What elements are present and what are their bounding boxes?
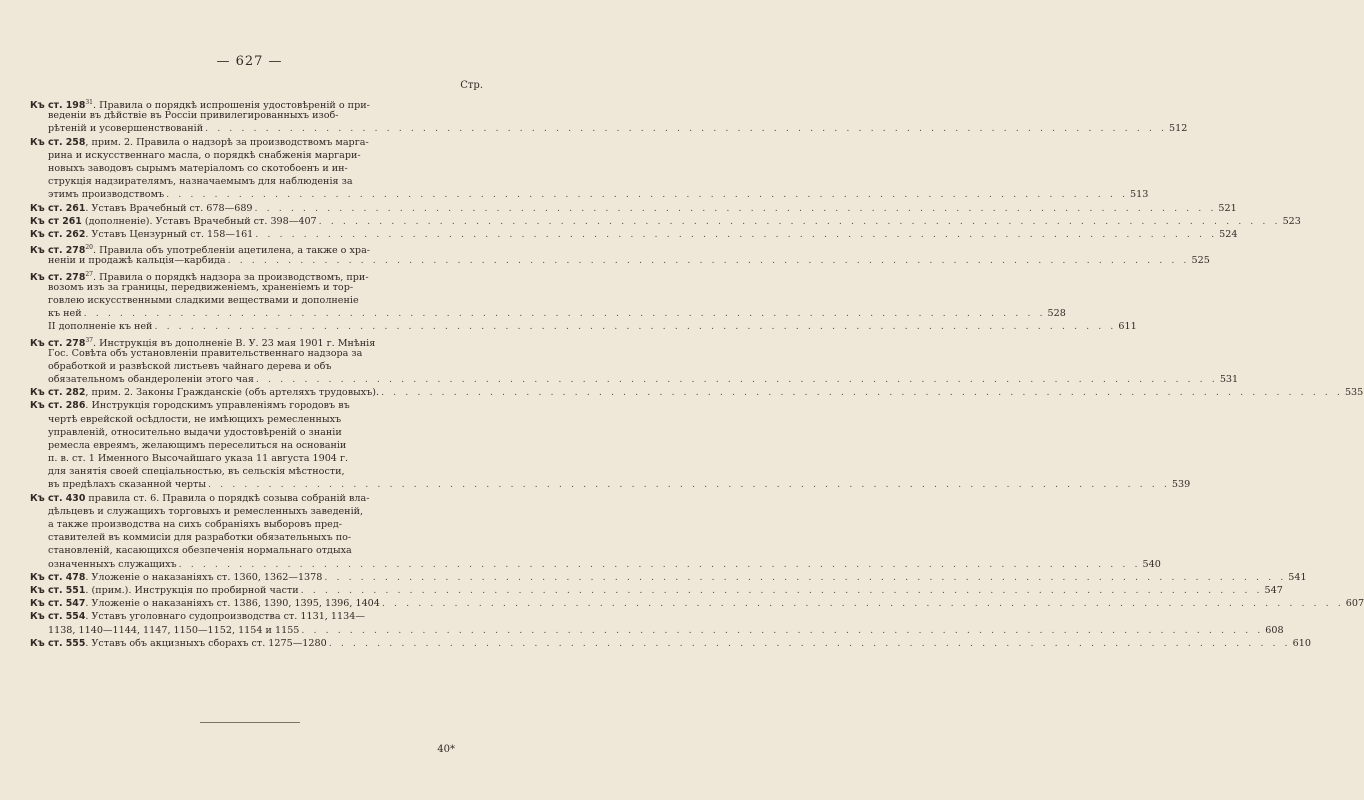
entry-line-text: . Уставъ объ акцизныхъ сборахъ ст. 1275—1280	[85, 637, 327, 649]
page-ref: 528	[1047, 308, 1066, 319]
article-reference: Къ ст. 547	[30, 598, 86, 610]
entry-line-with-page	[30, 215, 1301, 228]
entry-line-text: для занятія своей спеціальностью, въ сельскія мѣстности,	[48, 466, 345, 478]
index-entry	[30, 399, 1191, 491]
entry-line-with-page	[30, 307, 1066, 320]
entry-line-text: . Уставъ уголовнаго судопроизводства ст. 1131, 1134—	[85, 611, 365, 623]
entry-text	[48, 532, 351, 543]
entry-line-text: п. в. ст. 1 Именного Высочайшаго указа 11 августа 1904 г.	[48, 453, 349, 465]
entry-line	[30, 109, 484, 122]
article-reference: Къ ст. 258	[30, 136, 86, 148]
entry-line	[30, 136, 484, 149]
page-ref: 512	[1169, 123, 1188, 135]
article-reference: Къ ст. 278	[30, 337, 86, 349]
entry-text	[30, 611, 365, 622]
article-reference: Къ ст. 262	[30, 228, 86, 240]
entry-text	[30, 584, 299, 597]
dot-leader: . . . . . . . . . . . . . . . . . . . . . . . . . . . . . . . . . . . . . . . . . . . . . . . . . . . . . . . . . . . . . . . . . . . . . . . . . . . . . . . .	[255, 228, 1218, 240]
article-reference: Къ ст 261	[30, 215, 82, 227]
entry-line-with-page	[30, 320, 1137, 333]
entry-line	[30, 96, 484, 112]
entry-line-text: ремесла евреямъ, желающимъ переселиться на основаніи	[48, 439, 347, 451]
dot-leader: . . . . . . . . . . . . . . . . . . . . . . . . . . . . . . . . . . . . . . . . . . . . . . . . . . . . . . . . . . . . . . . . . . . . . . . . . . . . . . . .	[255, 373, 1218, 385]
dot-leader: . . . . . . . . . . . . . . . . . . . . . . . . . . . . . . . . . . . . . . . . . . . . . . . . . . . . . . . . . . . . . . . . . . . . . . . . . . . . . . . .	[227, 255, 1190, 267]
entry-line-text: , прим. 2. Правила о надзорѣ за производствомъ марга-	[85, 136, 369, 148]
index-entry	[30, 136, 1149, 202]
index-entries	[30, 96, 1364, 650]
entry-line-text: . (прим.). Инструкція по пробирной части	[85, 584, 299, 596]
dot-leader: . . . . . . . . . . . . . . . . . . . . . . . . . . . . . . . . . . . . . . . . . . . . . . . . . . . . . . . . . . . . . . . . . . . . . . . . . . . . . . . .	[205, 123, 1167, 135]
entry-text	[30, 202, 253, 215]
entry-text	[30, 571, 322, 584]
page-ref: 539	[1171, 479, 1191, 491]
entry-text	[48, 427, 342, 438]
article-reference: Къ ст. 430	[30, 492, 86, 504]
entry-line-text: означенныхъ служащихъ	[48, 558, 177, 570]
entry-line	[30, 333, 484, 349]
article-superscript: 37	[85, 336, 93, 344]
entry-line-with-page	[30, 624, 1284, 637]
article-reference: Къ ст. 278	[30, 271, 86, 283]
entry-line	[30, 360, 484, 373]
dot-leader: . . . . . . . . . . . . . . . . . . . . . . . . . . . . . . . . . . . . . . . . . . . . . . . . . . . . . . . . . . . . . . . . . . . . . . . . . . . . . . . .	[328, 637, 1291, 649]
page-ref: 607	[1345, 598, 1364, 610]
index-entry	[30, 386, 1364, 399]
page-ref: 535	[1344, 387, 1364, 399]
entry-line-text: . Инструкція въ дополненіе В. У. 23 мая 1901 г. Мнѣнія	[93, 337, 376, 349]
article-reference: Къ ст. 278	[30, 245, 86, 257]
entry-line-text: чертѣ еврейской осѣдлости, не имѣющихъ ремесленныхъ	[48, 413, 342, 425]
entry-line-text: струкція надзирателямъ, назначаемымъ для наблюденія за	[48, 176, 353, 188]
entry-line-text: говлею искусственными сладкими веществами и дополненіе	[48, 294, 359, 306]
entry-line-text: къ ней	[48, 308, 82, 319]
page-ref: 513	[1130, 189, 1149, 201]
index-entry	[30, 215, 1301, 228]
dot-leader: . . . . . . . . . . . . . . . . . . . . . . . . . . . . . . . . . . . . . . . . . . . . . . . . . . . . . . . . . . . . . . . . . . . . . . . . . . . . . . . .	[381, 387, 1343, 399]
entry-text	[30, 215, 317, 228]
entry-line	[30, 294, 484, 307]
entry-line	[30, 399, 484, 412]
entry-line	[30, 426, 484, 439]
entry-line-text: ставителей въ коммисіи для разработки обязательныхъ по-	[48, 532, 352, 544]
article-superscript: 20	[85, 244, 93, 252]
dot-leader: . . . . . . . . . . . . . . . . . . . . . . . . . . . . . . . . . . . . . . . . . . . . . . . . . . . . . . . . . . . . . . . . . . . . . . . . . . . . . . . .	[154, 321, 1117, 333]
entry-text	[30, 637, 327, 650]
page-ref: 531	[1219, 373, 1239, 385]
entry-line	[30, 162, 484, 175]
index-entry	[30, 584, 1283, 597]
entry-line-text: въ предѣлахъ сказанной черты	[48, 479, 206, 491]
entry-line	[30, 281, 484, 294]
entry-line	[30, 610, 484, 623]
entry-line-text: обработкой и развѣской листьевъ чайнаго дерева и объ	[48, 360, 332, 372]
entry-text	[48, 122, 203, 135]
index-entry	[30, 320, 1137, 333]
entry-line-text: II дополненіе къ ней	[48, 321, 153, 333]
page-ref: 521	[1218, 202, 1237, 214]
entry-text	[48, 440, 346, 451]
entry-text	[30, 400, 350, 411]
entry-text	[48, 478, 206, 491]
entry-line-with-page	[30, 637, 1311, 650]
entry-text	[30, 493, 369, 504]
page-ref: 541	[1288, 571, 1307, 583]
entry-text	[48, 545, 352, 556]
entry-line-text: управленій, относительно выдачи удостовѣреній о знаніи	[48, 426, 342, 438]
entry-text	[48, 150, 361, 161]
article-reference: Къ ст. 198	[30, 100, 86, 112]
dot-leader: . . . . . . . . . . . . . . . . . . . . . . . . . . . . . . . . . . . . . . . . . . . . . . . . . . . . . . . . . . . . . . . . . . . . . . . . . . . . . . . .	[83, 308, 1046, 319]
entry-line-with-page	[30, 188, 1149, 201]
entry-line-text: возомъ изъ за границы, передвиженіемъ, храненіемъ и тор-	[48, 281, 354, 293]
divider-rule	[200, 722, 300, 723]
entry-line-text: . Правила объ употребленіи ацетилена, а также о хра-	[93, 245, 371, 257]
entry-line	[30, 505, 484, 518]
entry-text	[48, 414, 341, 425]
entry-text	[48, 295, 359, 306]
dot-leader: . . . . . . . . . . . . . . . . . . . . . . . . . . . . . . . . . . . . . . . . . . . . . . . . . . . . . . . . . . . . . . . . . . . . . . . . . . . . . . . .	[178, 558, 1141, 570]
entry-line-text: обязательномъ обандероленіи этого чая	[48, 373, 254, 385]
entry-line	[30, 439, 484, 452]
entry-text	[48, 282, 353, 293]
entry-line	[30, 492, 484, 505]
index-entry	[30, 96, 1188, 136]
dot-leader: . . . . . . . . . . . . . . . . . . . . . . . . . . . . . . . . . . . . . . . . . . . . . . . . . . . . . . . . . . . . . . . . . . . . . . . . . . . . . . . .	[301, 624, 1264, 636]
entry-text	[30, 386, 379, 399]
page-ref: 523	[1282, 215, 1301, 227]
entry-line-text: . Уставъ Врачебный ст. 678—689	[85, 202, 253, 214]
entry-text	[48, 163, 348, 174]
article-reference: Къ ст. 551	[30, 584, 86, 596]
entry-line-text: 1138, 1140—1144, 1147, 1150—1152, 1154 и 1155	[48, 624, 300, 636]
entry-line-text: , прим. 2. Законы Гражданскіе (объ артеляхъ трудовыхъ).	[85, 387, 380, 399]
entry-line	[30, 149, 484, 162]
index-entry	[30, 267, 1066, 320]
entry-line-text: рѣтеній и усовершенствованій	[48, 123, 204, 135]
entry-line-text: новыхъ заводовъ сырымъ матеріаломъ со скотобоенъ и ин-	[48, 162, 348, 174]
article-reference: Къ ст. 555	[30, 637, 86, 649]
article-reference: Къ ст. 554	[30, 611, 86, 623]
entry-text	[30, 597, 380, 610]
index-entry	[30, 597, 1364, 610]
entry-line-with-page	[30, 386, 1364, 399]
page-column-heading: Стр.	[460, 80, 483, 91]
page-ref: 611	[1118, 321, 1137, 333]
article-reference: Къ ст. 282	[30, 387, 86, 399]
entry-text	[48, 506, 363, 517]
entry-text	[30, 137, 369, 148]
entry-line-text: . Уложеніе о наказаніяхъ ст. 1386, 1390, 1395, 1396, 1404	[85, 598, 380, 610]
entry-line	[30, 531, 484, 544]
entry-line	[30, 518, 484, 531]
entry-line-with-page	[30, 228, 1238, 241]
article-reference: Къ ст. 286	[30, 400, 86, 412]
page-ref: 610	[1292, 637, 1311, 649]
page-number: — 627 —	[216, 54, 283, 69]
page-ref: 608	[1265, 624, 1284, 636]
entry-text	[48, 624, 299, 637]
page-ref: 524	[1219, 228, 1238, 240]
dot-leader: . . . . . . . . . . . . . . . . . . . . . . . . . . . . . . . . . . . . . . . . . . . . . . . . . . . . . . . . . . . . . . . . . . . . . . . . . . . . . . . .	[324, 571, 1287, 583]
index-entry	[30, 610, 1284, 636]
entry-line-text: этимъ производствомъ	[48, 189, 165, 201]
index-entry	[30, 637, 1311, 650]
page-ref: 525	[1191, 255, 1210, 267]
dot-leader: . . . . . . . . . . . . . . . . . . . . . . . . . . . . . . . . . . . . . . . . . . . . . . . . . . . . . . . . . . . . . . . . . . . . . . . . . . . . . . . .	[318, 215, 1281, 227]
entry-text	[48, 558, 177, 571]
dot-leader: . . . . . . . . . . . . . . . . . . . . . . . . . . . . . . . . . . . . . . . . . . . . . . . . . . . . . . . . . . . . . . . . . . . . . . . . . . . . . . . .	[254, 202, 1217, 214]
entry-line-with-page	[30, 558, 1161, 571]
entry-line-text: . Уставъ Цензурный ст. 158—161	[85, 228, 254, 240]
entry-line	[30, 544, 484, 557]
entry-text	[48, 373, 254, 386]
page-ref: 547	[1264, 584, 1283, 596]
entry-line-text: становленій, касающихся обезпеченія нормальнаго отдыха	[48, 545, 352, 557]
index-entry	[30, 228, 1238, 241]
index-entry	[30, 571, 1307, 584]
entry-line-text: Гос. Совѣта объ установленіи правительственнаго надзора за	[48, 347, 363, 359]
entry-text	[48, 361, 332, 372]
entry-line-text: . Уложеніе о наказаніяхъ ст. 1360, 1362—1378	[85, 571, 323, 583]
article-superscript: 27	[85, 270, 93, 278]
entry-line	[30, 241, 484, 257]
entry-line-with-page	[30, 478, 1191, 491]
entry-text	[48, 110, 339, 121]
index-entry	[30, 333, 1239, 386]
entry-line-text: веденіи въ дѣйствіе въ Россіи привилегированныхъ изоб-	[48, 110, 339, 122]
signature-mark: 40*	[437, 744, 455, 755]
entry-line-with-page	[30, 373, 1239, 386]
entry-line	[30, 267, 484, 283]
entry-text	[48, 320, 152, 333]
entry-line-text: . Правила о порядкѣ испрошенія удостовѣреній о при-	[93, 100, 370, 112]
article-superscript: 31	[85, 99, 93, 106]
entry-line	[30, 413, 484, 426]
entry-line-text: . Инструкція городскимъ управленіямъ городовъ въ	[85, 400, 350, 412]
entry-line-with-page	[30, 254, 1210, 267]
index-entry	[30, 241, 1210, 267]
entry-text	[30, 228, 253, 241]
article-reference: Къ ст. 261	[30, 202, 86, 214]
entry-line-text: правила ст. 6. Правила о порядкѣ созыва собраній вла-	[85, 492, 370, 504]
dot-leader: . . . . . . . . . . . . . . . . . . . . . . . . . . . . . . . . . . . . . . . . . . . . . . . . . . . . . . . . . . . . . . . . . . . . . . . . . . . . . . . .	[208, 479, 1170, 491]
entry-text	[48, 188, 164, 201]
entry-text	[48, 254, 226, 267]
entry-line-text: . Правила о порядкѣ надзора за производствомъ, при-	[93, 271, 369, 283]
entry-text	[48, 519, 342, 530]
entry-line-with-page	[30, 202, 1237, 215]
entry-text	[48, 176, 353, 187]
entry-line	[30, 452, 484, 465]
entry-line-text: (дополненіе). Уставъ Врачебный ст. 398—407	[81, 215, 317, 227]
entry-text	[48, 307, 82, 320]
page-ref: 540	[1142, 558, 1161, 570]
dot-leader: . . . . . . . . . . . . . . . . . . . . . . . . . . . . . . . . . . . . . . . . . . . . . . . . . . . . . . . . . . . . . . . . . . . . . . . . . . . . . . . .	[300, 584, 1263, 596]
entry-text	[48, 453, 348, 464]
entry-line-text: а также производства на сихъ собраніяхъ выборовъ пред-	[48, 519, 343, 530]
entry-line	[30, 175, 484, 188]
article-reference: Къ ст. 478	[30, 571, 86, 583]
entry-line-with-page	[30, 571, 1307, 584]
entry-line-with-page	[30, 597, 1364, 610]
index-entry	[30, 492, 1161, 571]
index-entry	[30, 202, 1237, 215]
entry-text	[48, 348, 362, 359]
entry-line	[30, 347, 484, 360]
entry-line-with-page	[30, 122, 1188, 135]
entry-text	[48, 466, 345, 477]
entry-line-with-page	[30, 584, 1283, 597]
dot-leader: . . . . . . . . . . . . . . . . . . . . . . . . . . . . . . . . . . . . . . . . . . . . . . . . . . . . . . . . . . . . . . . . . . . . . . . . . . . . . . . .	[381, 598, 1344, 610]
entry-line-text: дѣльцевъ и служащихъ торговыхъ и ремесленныхъ заведеній,	[48, 505, 364, 517]
dot-leader: . . . . . . . . . . . . . . . . . . . . . . . . . . . . . . . . . . . . . . . . . . . . . . . . . . . . . . . . . . . . . . . . . . . . . . . . . . . . . . . .	[166, 189, 1129, 201]
entry-line-text: неніи и продажѣ кальція—карбида	[48, 255, 226, 267]
entry-line	[30, 465, 484, 478]
entry-line-text: рина и искусственнаго масла, о порядкѣ снабженія маргари-	[48, 149, 361, 161]
